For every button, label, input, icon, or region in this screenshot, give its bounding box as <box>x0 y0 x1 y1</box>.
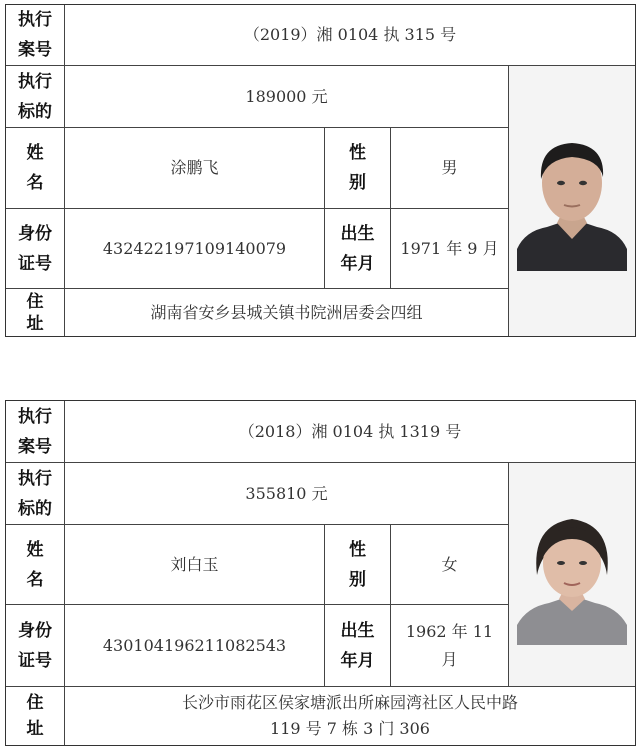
id-value: 432422197109140079 <box>65 209 325 289</box>
case-no-value: （2018）湘 0104 执 1319 号 <box>65 401 635 463</box>
case-no-value: （2019）湘 0104 执 315 号 <box>65 5 635 66</box>
label-line: 执行 <box>18 468 52 489</box>
case-no-label <box>6 5 65 66</box>
address-label <box>6 289 65 336</box>
id-label <box>6 605 65 687</box>
label-line: 证号 <box>18 253 52 274</box>
label-line: 年月 <box>340 650 375 671</box>
birth-value: 1971 年 9 月 <box>391 209 509 289</box>
label-line: 出生 <box>340 620 375 641</box>
address-line: 长沙市雨花区侯家塘派出所麻园湾社区人民中路 <box>181 693 518 712</box>
address-line: 119 号 7 栋 3 门 306 <box>270 719 430 738</box>
case-no-label <box>6 401 65 463</box>
gender-value: 女 <box>391 525 509 605</box>
id-label <box>6 209 65 289</box>
label-line: 执行 <box>18 71 52 92</box>
label-line: 性 <box>349 143 366 163</box>
label-line: 身份 <box>18 620 52 641</box>
portrait-silhouette-icon <box>517 505 627 645</box>
id-value: 430104196211082543 <box>65 605 325 687</box>
birth-label <box>325 605 391 687</box>
address-label <box>6 687 65 745</box>
name-label <box>6 525 65 605</box>
birth-label <box>325 209 391 289</box>
label-line: 出生 <box>340 223 375 244</box>
label-line: 证号 <box>18 650 52 671</box>
label-line: 别 <box>349 569 366 590</box>
label-line: 案号 <box>18 436 52 457</box>
amount-label <box>6 66 65 128</box>
portrait-silhouette-icon <box>517 131 627 271</box>
label-line: 性 <box>349 539 366 560</box>
name-value: 刘白玉 <box>65 525 325 605</box>
address-value <box>65 687 635 745</box>
female-portrait-photo <box>509 463 635 687</box>
label-line: 执行 <box>18 406 52 427</box>
label-line: 名 <box>26 173 44 193</box>
gender-label <box>325 128 391 209</box>
amount-label <box>6 463 65 525</box>
label-line: 住 <box>26 291 44 312</box>
amount-value: 189000 元 <box>65 66 509 128</box>
label-line: 年月 <box>340 253 375 274</box>
label-line: 址 <box>26 313 44 334</box>
address-value <box>65 289 509 336</box>
record-card <box>5 4 636 337</box>
label-line: 身份 <box>18 223 52 244</box>
label-line: 姓 <box>26 143 44 163</box>
birth-value: 1962 年 11 月 <box>391 605 509 687</box>
label-line: 址 <box>26 719 44 739</box>
label-line: 案号 <box>18 40 52 60</box>
gender-label <box>325 525 391 605</box>
gender-value: 男 <box>391 128 509 209</box>
label-line: 名 <box>26 569 44 590</box>
label-line: 标的 <box>18 101 52 122</box>
name-label <box>6 128 65 209</box>
label-line: 姓 <box>26 539 44 560</box>
amount-value: 355810 元 <box>65 463 509 525</box>
label-line: 执行 <box>18 10 52 30</box>
name-value: 涂鹏飞 <box>65 128 325 209</box>
label-line: 别 <box>349 173 366 193</box>
label-line: 标的 <box>18 498 52 519</box>
label-line: 住 <box>26 693 44 713</box>
record-card <box>5 400 636 746</box>
male-portrait-photo <box>509 66 635 336</box>
address-line: 湖南省安乡县城关镇书院洲居委会四组 <box>150 302 423 322</box>
